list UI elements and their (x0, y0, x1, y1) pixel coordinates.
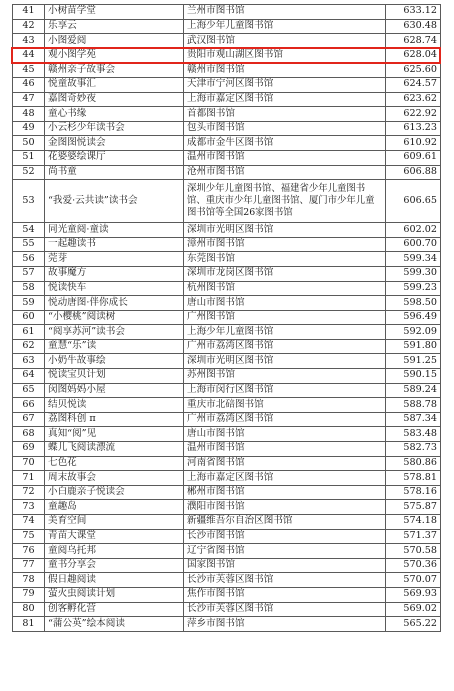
rank-number: 75 (13, 529, 45, 544)
library-name: 新疆维吾尔自治区图书馆 (184, 515, 386, 530)
library-name: 上海市闵行区图书馆 (184, 383, 386, 398)
table-row (13, 310, 441, 325)
score-value: 609.61 (386, 150, 441, 165)
table-row (13, 383, 441, 398)
score-value: 588.78 (386, 398, 441, 413)
library-name: 苏州图书馆 (184, 369, 386, 384)
library-name: 国家图书馆 (184, 558, 386, 573)
table-row (13, 500, 441, 515)
rank-number: 51 (13, 150, 45, 165)
rank-number: 80 (13, 602, 45, 617)
rank-number: 47 (13, 92, 45, 107)
reading-program-name: 小云杉少年读书会 (45, 121, 184, 136)
rank-number: 78 (13, 573, 45, 588)
score-value: 575.87 (386, 500, 441, 515)
score-value: 598.50 (386, 296, 441, 311)
rank-number: 61 (13, 325, 45, 340)
rank-number: 70 (13, 456, 45, 471)
library-name: 长沙市芙蓉区图书馆 (184, 602, 386, 617)
library-name: 成都市金牛区图书馆 (184, 136, 386, 151)
rank-number: 58 (13, 281, 45, 296)
score-value: 625.60 (386, 63, 441, 78)
score-value: 583.48 (386, 427, 441, 442)
reading-program-name: 尚书童 (45, 165, 184, 180)
library-name: 深圳市龙岗区图书馆 (184, 266, 386, 281)
table-row (13, 602, 441, 617)
table-row (13, 19, 441, 34)
library-name: 重庆市北碚图书馆 (184, 398, 386, 413)
reading-program-name: “阅享苏河”读书会 (45, 325, 184, 340)
library-name: 赣州市图书馆 (184, 63, 386, 78)
score-value: 582.73 (386, 442, 441, 457)
score-value: 599.30 (386, 266, 441, 281)
table-row (13, 412, 441, 427)
reading-program-name: “小樱桃”阅读树 (45, 310, 184, 325)
reading-program-name: 青苗大课堂 (45, 529, 184, 544)
table-row (13, 121, 441, 136)
table-row (13, 63, 441, 78)
table-row (13, 77, 441, 92)
table-row (13, 34, 441, 49)
reading-program-name: 悦童故事汇 (45, 77, 184, 92)
table-row (13, 456, 441, 471)
rank-number: 62 (13, 339, 45, 354)
rank-number: 53 (13, 180, 45, 223)
rank-number: 67 (13, 412, 45, 427)
ranking-table (12, 4, 441, 632)
table-row (13, 48, 441, 63)
rank-number: 69 (13, 442, 45, 457)
rank-number: 41 (13, 5, 45, 20)
rank-number: 79 (13, 587, 45, 602)
score-value: 589.24 (386, 383, 441, 398)
rank-number: 45 (13, 63, 45, 78)
reading-program-name: 周末故事会 (45, 471, 184, 486)
library-name: 深圳市光明区图书馆 (184, 223, 386, 238)
score-value: 624.57 (386, 77, 441, 92)
table-row (13, 369, 441, 384)
rank-number: 52 (13, 165, 45, 180)
library-name: 上海市嘉定区图书馆 (184, 471, 386, 486)
reading-program-name: 结贝悦读 (45, 398, 184, 413)
ranking-table-body (13, 5, 441, 632)
library-name: 唐山市图书馆 (184, 296, 386, 311)
reading-program-name: 童书分享会 (45, 558, 184, 573)
rank-number: 50 (13, 136, 45, 151)
rank-number: 72 (13, 485, 45, 500)
table-row (13, 136, 441, 151)
reading-program-name: 萤火虫阅读计划 (45, 587, 184, 602)
score-value: 633.12 (386, 5, 441, 20)
library-name: 河南省图书馆 (184, 456, 386, 471)
score-value: 574.18 (386, 515, 441, 530)
rank-number: 71 (13, 471, 45, 486)
library-name: 上海市嘉定区图书馆 (184, 92, 386, 107)
rank-number: 43 (13, 34, 45, 49)
reading-program-name: 童趣岛 (45, 500, 184, 515)
reading-program-name: 悦读宝贝计划 (45, 369, 184, 384)
table-row (13, 573, 441, 588)
reading-program-name: 故事魔方 (45, 266, 184, 281)
rank-number: 56 (13, 252, 45, 267)
library-name: 贵阳市观山湖区图书馆 (184, 48, 386, 63)
table-row (13, 515, 441, 530)
table-row (13, 223, 441, 238)
library-name: 漳州市图书馆 (184, 237, 386, 252)
table-row (13, 281, 441, 296)
score-value: 592.09 (386, 325, 441, 340)
score-value: 630.48 (386, 19, 441, 34)
table-row (13, 558, 441, 573)
library-name: 兰州市图书馆 (184, 5, 386, 20)
table-row (13, 150, 441, 165)
score-value: 570.36 (386, 558, 441, 573)
table-row (13, 5, 441, 20)
library-name: 长沙市芙蓉区图书馆 (184, 573, 386, 588)
rank-number: 44 (13, 48, 45, 63)
reading-program-name: 闵图妈妈小屋 (45, 383, 184, 398)
score-value: 596.49 (386, 310, 441, 325)
score-value: 602.02 (386, 223, 441, 238)
table-row (13, 442, 441, 457)
reading-program-name: 金图图悦读会 (45, 136, 184, 151)
library-name: 杭州图书馆 (184, 281, 386, 296)
rank-number: 60 (13, 310, 45, 325)
reading-program-name: 悦读快车 (45, 281, 184, 296)
table-row (13, 252, 441, 267)
reading-program-name: 花婆婆绘课厅 (45, 150, 184, 165)
rank-number: 66 (13, 398, 45, 413)
score-value: 628.04 (386, 48, 441, 63)
library-name: 上海少年儿童图书馆 (184, 325, 386, 340)
score-value: 606.88 (386, 165, 441, 180)
reading-program-name: 小图爱阅 (45, 34, 184, 49)
reading-program-name: 假日趣阅读 (45, 573, 184, 588)
library-name: 温州市图书馆 (184, 150, 386, 165)
score-value: 591.25 (386, 354, 441, 369)
score-value: 600.70 (386, 237, 441, 252)
rank-number: 76 (13, 544, 45, 559)
library-name: 萍乡市图书馆 (184, 617, 386, 632)
score-value: 623.62 (386, 92, 441, 107)
score-value: 606.65 (386, 180, 441, 223)
rank-number: 59 (13, 296, 45, 311)
score-value: 569.93 (386, 587, 441, 602)
reading-program-name: 美育空间 (45, 515, 184, 530)
reading-program-name: 一起趣读书 (45, 237, 184, 252)
library-name: 东莞图书馆 (184, 252, 386, 267)
table-row (13, 296, 441, 311)
score-value: 599.23 (386, 281, 441, 296)
rank-number: 81 (13, 617, 45, 632)
table-row (13, 544, 441, 559)
rank-number: 74 (13, 515, 45, 530)
rank-number: 63 (13, 354, 45, 369)
reading-program-name: 七色花 (45, 456, 184, 471)
reading-program-name: 观小图学苑 (45, 48, 184, 63)
score-value: 580.86 (386, 456, 441, 471)
reading-program-name: 童阅乌托邦 (45, 544, 184, 559)
rank-number: 77 (13, 558, 45, 573)
table-row (13, 92, 441, 107)
library-name: 焦作市图书馆 (184, 587, 386, 602)
library-name: 唐山市图书馆 (184, 427, 386, 442)
reading-program-name: 小奶牛故事绘 (45, 354, 184, 369)
score-value: 628.74 (386, 34, 441, 49)
score-value: 569.02 (386, 602, 441, 617)
reading-program-name: 同光童阅·童读 (45, 223, 184, 238)
library-name: 广州市荔湾区图书馆 (184, 339, 386, 354)
rank-number: 46 (13, 77, 45, 92)
score-value: 570.07 (386, 573, 441, 588)
reading-program-name: 小白鹿亲子悦读会 (45, 485, 184, 500)
library-name: 武汉图书馆 (184, 34, 386, 49)
library-name: 温州市图书馆 (184, 442, 386, 457)
rank-number: 54 (13, 223, 45, 238)
reading-program-name: 悦动唐图·伴你成长 (45, 296, 184, 311)
table-row (13, 266, 441, 281)
table-row (13, 529, 441, 544)
table-row (13, 165, 441, 180)
reading-program-name: “蒲公英”绘本阅读 (45, 617, 184, 632)
rank-number: 65 (13, 383, 45, 398)
table-row (13, 325, 441, 340)
rank-number: 48 (13, 107, 45, 122)
library-name: 深圳市光明区图书馆 (184, 354, 386, 369)
reading-program-name: 创客孵化营 (45, 602, 184, 617)
reading-program-name: 荔图科创 π (45, 412, 184, 427)
rank-number: 49 (13, 121, 45, 136)
reading-program-name: 小树苗学堂 (45, 5, 184, 20)
table-row (13, 427, 441, 442)
reading-program-name: 蝶儿飞阅读漂流 (45, 442, 184, 457)
table-row (13, 587, 441, 602)
score-value: 587.34 (386, 412, 441, 427)
reading-program-name: 童心书缘 (45, 107, 184, 122)
reading-program-name: 莞芽 (45, 252, 184, 267)
score-value: 591.80 (386, 339, 441, 354)
reading-program-name: 真知“阅”见 (45, 427, 184, 442)
ranking-page (12, 4, 440, 632)
rank-number: 42 (13, 19, 45, 34)
rank-number: 64 (13, 369, 45, 384)
table-row (13, 180, 441, 223)
score-value: 578.16 (386, 485, 441, 500)
table-row (13, 485, 441, 500)
reading-program-name: “我爱·云共读”读书会 (45, 180, 184, 223)
score-value: 610.92 (386, 136, 441, 151)
table-row (13, 237, 441, 252)
library-name: 深圳少年儿童图书馆、福建省少年儿童图书馆、重庆市少年儿童图书馆、厦门市少年儿童图书馆等全国26家图书馆 (184, 180, 386, 223)
reading-program-name: 赣州亲子故事会 (45, 63, 184, 78)
table-row (13, 617, 441, 632)
score-value: 622.92 (386, 107, 441, 122)
rank-number: 55 (13, 237, 45, 252)
library-name: 上海少年儿童图书馆 (184, 19, 386, 34)
rank-number: 68 (13, 427, 45, 442)
library-name: 辽宁省图书馆 (184, 544, 386, 559)
table-row (13, 471, 441, 486)
table-row (13, 354, 441, 369)
score-value: 570.58 (386, 544, 441, 559)
score-value: 565.22 (386, 617, 441, 632)
library-name: 沧州市图书馆 (184, 165, 386, 180)
library-name: 郴州市图书馆 (184, 485, 386, 500)
rank-number: 73 (13, 500, 45, 515)
reading-program-name: 童慧“乐”读 (45, 339, 184, 354)
table-row (13, 107, 441, 122)
library-name: 广州市荔湾区图书馆 (184, 412, 386, 427)
rank-number: 57 (13, 266, 45, 281)
score-value: 613.23 (386, 121, 441, 136)
score-value: 590.15 (386, 369, 441, 384)
score-value: 599.34 (386, 252, 441, 267)
library-name: 包头市图书馆 (184, 121, 386, 136)
library-name: 首都图书馆 (184, 107, 386, 122)
library-name: 天津市宁河区图书馆 (184, 77, 386, 92)
library-name: 广州图书馆 (184, 310, 386, 325)
reading-program-name: 乐享云 (45, 19, 184, 34)
library-name: 长沙市图书馆 (184, 529, 386, 544)
score-value: 578.81 (386, 471, 441, 486)
table-row (13, 339, 441, 354)
score-value: 571.37 (386, 529, 441, 544)
library-name: 濮阳市图书馆 (184, 500, 386, 515)
reading-program-name: 嘉图奇妙夜 (45, 92, 184, 107)
table-row (13, 398, 441, 413)
